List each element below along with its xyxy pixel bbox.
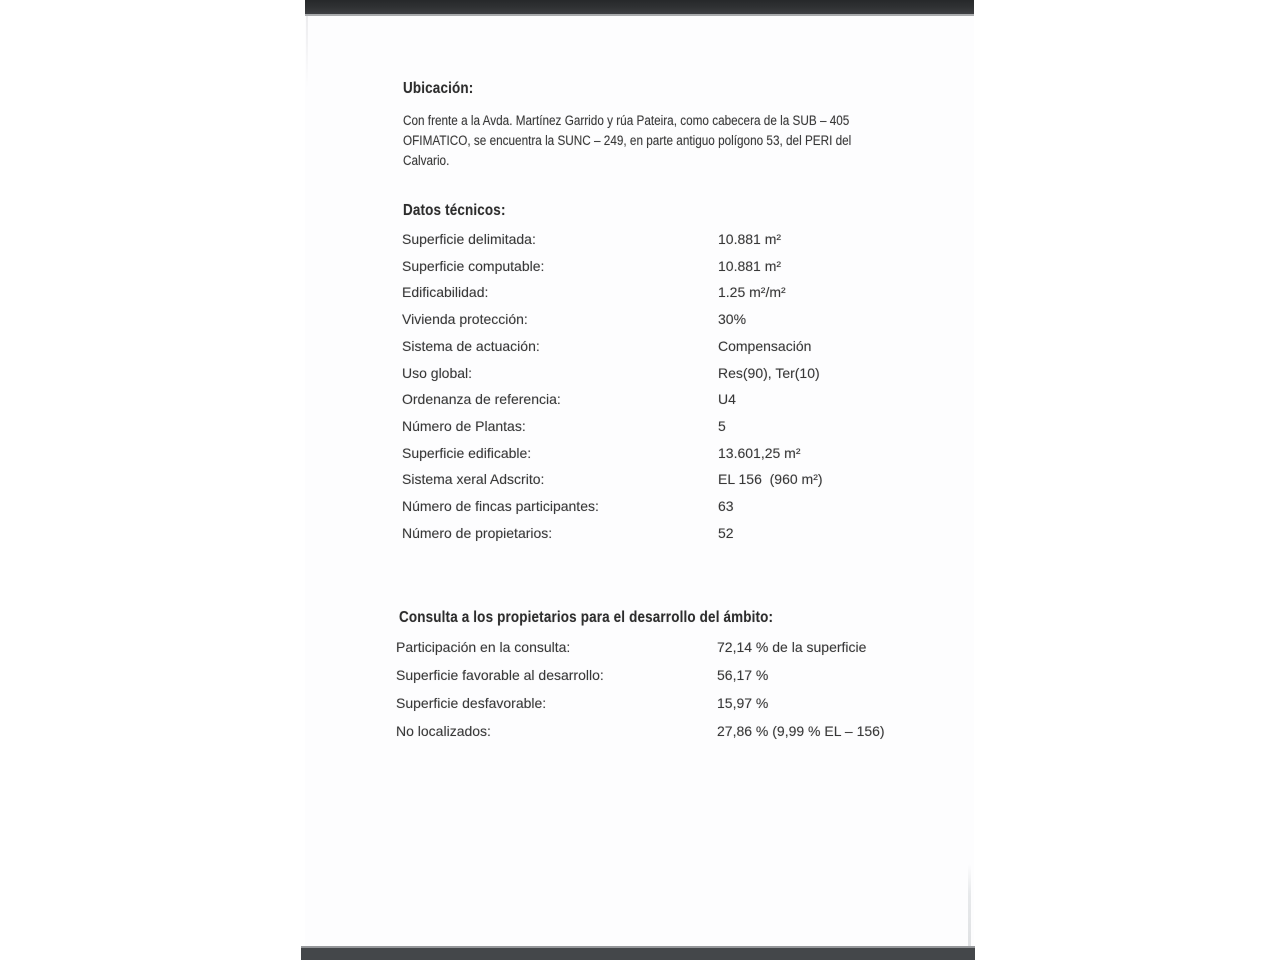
table-row bbox=[402, 365, 972, 392]
row-label: Participación en la consulta: bbox=[396, 639, 571, 655]
row-label: Edificabilidad: bbox=[402, 284, 489, 301]
row-value: 30% bbox=[718, 311, 747, 328]
table-row bbox=[402, 391, 972, 418]
row-value: 63 bbox=[718, 498, 734, 515]
row-value: 10.881 m² bbox=[718, 231, 782, 247]
row-value: U4 bbox=[718, 391, 736, 408]
table-row bbox=[402, 525, 972, 552]
consulta-rows bbox=[396, 639, 976, 751]
consulta-title: Consulta a los propietarios para el desarrollo del ámbito: bbox=[399, 609, 774, 626]
row-value: Res(90), Ter(10) bbox=[718, 364, 820, 381]
row-value: 72,14 % de la superficie bbox=[717, 639, 867, 655]
row-label: No localizados: bbox=[396, 723, 491, 739]
scan-right-edge-line bbox=[968, 864, 971, 948]
row-value: 10.881 m² bbox=[718, 257, 782, 274]
table-row bbox=[396, 639, 976, 667]
table-row bbox=[402, 231, 972, 258]
table-row bbox=[402, 445, 972, 472]
row-label: Ordenanza de referencia: bbox=[402, 391, 561, 408]
row-label: Número de propietarios: bbox=[402, 524, 553, 541]
row-value: Compensación bbox=[718, 337, 812, 354]
table-row bbox=[402, 498, 972, 525]
table-row bbox=[396, 723, 976, 751]
table-row bbox=[396, 695, 976, 723]
paragraph-line: Con frente a la Avda. Martínez Garrido y rúa Pateira, como cabecera de la SUB – 405 bbox=[403, 113, 850, 128]
row-value: 56,17 % bbox=[717, 667, 769, 683]
row-label: Superficie edificable: bbox=[402, 444, 532, 461]
row-value: 52 bbox=[718, 524, 734, 541]
row-label: Número de Plantas: bbox=[402, 418, 526, 435]
table-row bbox=[402, 471, 972, 498]
row-label: Uso global: bbox=[402, 364, 473, 381]
row-label: Vivienda protección: bbox=[402, 311, 528, 328]
row-value: 5 bbox=[718, 418, 726, 435]
row-label: Superficie favorable al desarrollo: bbox=[396, 667, 604, 683]
row-label: Superficie delimitada: bbox=[402, 231, 536, 247]
table-row bbox=[402, 418, 972, 445]
row-label: Superficie desfavorable: bbox=[396, 695, 547, 711]
row-label: Sistema de actuación: bbox=[402, 337, 540, 354]
table-row bbox=[402, 258, 972, 285]
row-value: 13.601,25 m² bbox=[718, 444, 801, 461]
scan-top-bar bbox=[305, 0, 974, 16]
row-value: 1.25 m²/m² bbox=[718, 284, 786, 301]
row-label: Sistema xeral Adscrito: bbox=[402, 471, 545, 488]
row-value: 15,97 % bbox=[717, 695, 769, 711]
table-row bbox=[402, 284, 972, 311]
scan-left-edge-line bbox=[306, 16, 308, 88]
table-row bbox=[396, 667, 976, 695]
row-value: 27,86 % (9,99 % EL – 156) bbox=[717, 723, 885, 739]
row-label: Número de fincas participantes: bbox=[402, 498, 599, 515]
scan-bottom-bar bbox=[301, 946, 975, 960]
ubicacion-paragraph bbox=[403, 111, 918, 171]
row-label: Superficie computable: bbox=[402, 257, 545, 274]
document-page bbox=[305, 0, 974, 960]
datos-rows bbox=[402, 231, 972, 552]
table-row bbox=[402, 311, 972, 338]
paragraph-line: Calvario. bbox=[403, 153, 450, 168]
datos-title: Datos técnicos: bbox=[403, 202, 506, 219]
paragraph-line: OFIMATICO, se encuentra la SUNC – 249, en parte antiguo polígono 53, del PERI del bbox=[403, 133, 852, 148]
table-row bbox=[402, 338, 972, 365]
row-value: EL 156 (960 m²) bbox=[718, 471, 823, 488]
ubicacion-title: Ubicación: bbox=[403, 80, 474, 97]
